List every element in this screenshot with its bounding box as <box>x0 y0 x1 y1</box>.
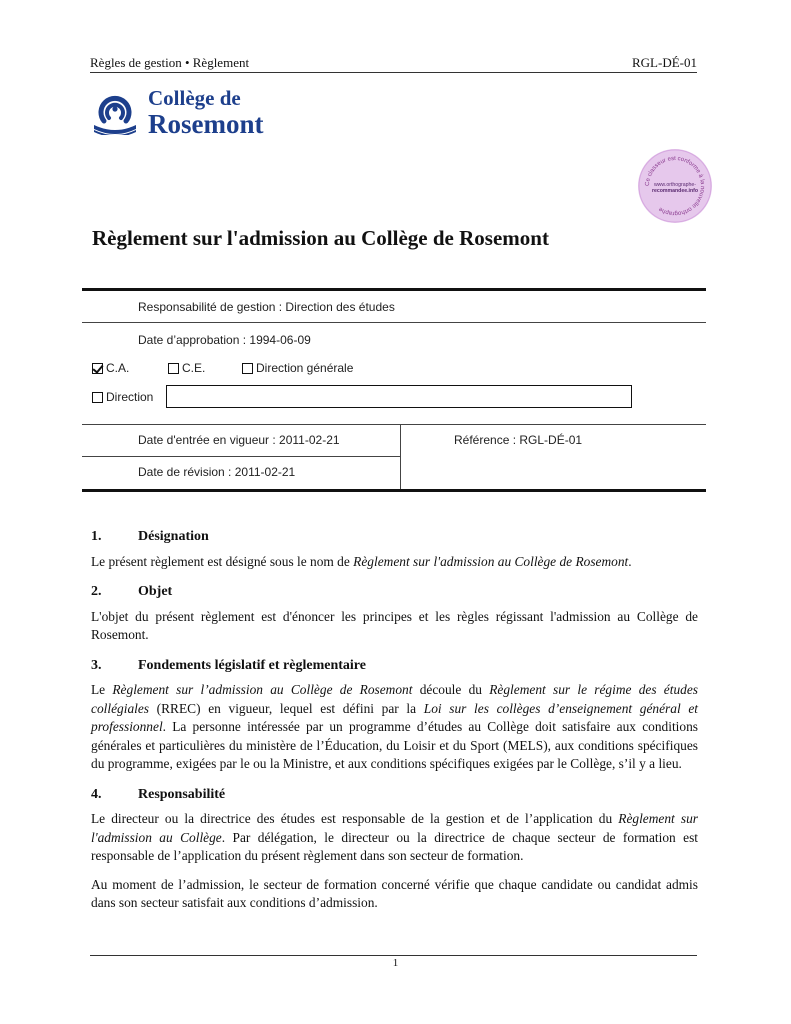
seal-site-line-2: recommandee.info <box>651 188 699 194</box>
checkbox-ce[interactable] <box>168 363 179 374</box>
text-run: . La personne intéressée par un programme d’études au Collège doit satisfaire aux conditions générales et particulières du ministère de l’Éducation, du Loisir et du Sport (MELS), aux conditions spécifiques du programme, exigées par le ou la Ministre, et aux conditions spécifiques exigées par le Collège, s’il y a lieu. <box>91 719 698 771</box>
document-title: Règlement sur l'admission au Collège de Rosemont <box>92 226 549 250</box>
responsabilite-text: Responsabilité de gestion : Direction des études <box>138 300 395 314</box>
section-title: Fondements législatif et règlementaire <box>138 657 366 673</box>
section-number: 3. <box>91 657 102 673</box>
running-header <box>90 55 697 71</box>
section-title: Objet <box>138 584 173 599</box>
info-rule-1 <box>82 322 706 323</box>
seal-ring-text: Ce classeur est conforme à la nouvelle orthographe <box>644 155 706 217</box>
section-heading <box>91 657 698 676</box>
section-heading <box>91 583 698 602</box>
logo-line-2: Rosemont <box>148 109 264 139</box>
section-objet <box>91 583 698 645</box>
section-heading <box>91 786 698 805</box>
document-body <box>91 528 698 925</box>
option-direction[interactable] <box>92 390 153 404</box>
page-number: 1 <box>392 957 399 969</box>
college-logo <box>92 88 264 138</box>
info-column-divider <box>400 425 401 489</box>
info-block <box>82 288 706 479</box>
section-paragraph <box>91 553 698 572</box>
footer-rule <box>90 955 697 956</box>
section-paragraph <box>91 876 698 913</box>
header-left: Règles de gestion • Règlement <box>90 55 250 70</box>
section-title: Responsabilité <box>138 786 226 802</box>
revision-text: Date de révision : 2011-02-21 <box>138 465 296 479</box>
seal-site-line-1: www.orthographe- <box>653 182 697 188</box>
text-run-italic: Règlement sur l'admission au Collège de Rosemont <box>353 553 629 569</box>
section-number: 4. <box>91 786 102 802</box>
section-number: 2. <box>91 584 102 599</box>
direction-field[interactable] <box>166 385 632 408</box>
checkbox-direction-generale[interactable] <box>242 363 253 374</box>
entree-vigueur-text: Date d'entrée en vigueur : 2011-02-21 <box>138 433 340 447</box>
option-ca-label: C.A. <box>106 361 130 375</box>
text-run-italic: Loi sur les collèges d’enseignement général et professionnel <box>91 700 699 734</box>
text-run: Au moment de l’admission, le secteur de formation concerné vérifie que chaque candidate ou candidat admis dans son secteur satisfait aux conditions d’admission. <box>91 876 698 910</box>
section-title: Désignation <box>138 529 209 544</box>
option-direction-generale-label: Direction générale <box>256 361 354 375</box>
section-number: 1. <box>91 529 102 544</box>
section-designation <box>91 528 698 571</box>
text-run-italic: Règlement sur l'admission au Collège <box>91 811 698 845</box>
reference-text: Référence : RGL-DÉ-01 <box>454 433 583 447</box>
college-emblem-icon <box>92 91 138 135</box>
text-run-italic: Règlement sur l’admission au Collège de Rosemont <box>112 682 413 697</box>
option-ca[interactable] <box>92 361 129 375</box>
text-run: Le <box>91 682 113 697</box>
option-direction-label: Direction <box>106 390 154 404</box>
info-top-rule <box>82 288 706 291</box>
info-rule-2 <box>82 424 706 425</box>
info-rule-3 <box>82 456 400 457</box>
checkbox-direction[interactable] <box>92 392 103 403</box>
text-run: . Par délégation, le directeur ou la directrice de chaque secteur de formation est responsable de l’application du présent règlement dans son secteur de formation. <box>91 829 698 863</box>
text-run: Le directeur ou la directrice des études est responsable de la gestion et de l’application du <box>91 811 619 826</box>
text-run: L'objet du présent règlement est d'énoncer les principes et les règles régissant l'admission au Collège de Rosemont. <box>91 608 698 642</box>
option-ce[interactable] <box>168 361 205 375</box>
text-run: Le présent règlement est désigné sous le nom de <box>91 553 354 569</box>
section-responsabilite <box>91 786 698 913</box>
option-ce-label: C.E. <box>182 361 206 375</box>
checkbox-ca[interactable] <box>92 363 103 374</box>
text-run-italic: Règlement sur le régime des études collégiales <box>91 682 698 716</box>
header-rule <box>90 72 697 73</box>
section-fondements <box>91 657 698 774</box>
section-heading <box>91 528 698 547</box>
section-paragraph <box>91 608 698 645</box>
text-run: découle du <box>412 682 490 697</box>
text-run: (RREC) en vigueur, lequel est défini par la <box>149 700 424 716</box>
option-direction-generale[interactable] <box>242 361 353 375</box>
header-right: RGL-DÉ-01 <box>632 55 697 70</box>
text-run: . <box>628 553 632 569</box>
info-bottom-rule <box>82 489 706 492</box>
logo-line-1: Collège de <box>148 86 241 110</box>
approbation-text: Date d’approbation : 1994-06-09 <box>138 333 311 347</box>
orthographe-seal-icon <box>637 148 713 224</box>
section-paragraph <box>91 810 698 866</box>
section-paragraph <box>91 681 698 774</box>
